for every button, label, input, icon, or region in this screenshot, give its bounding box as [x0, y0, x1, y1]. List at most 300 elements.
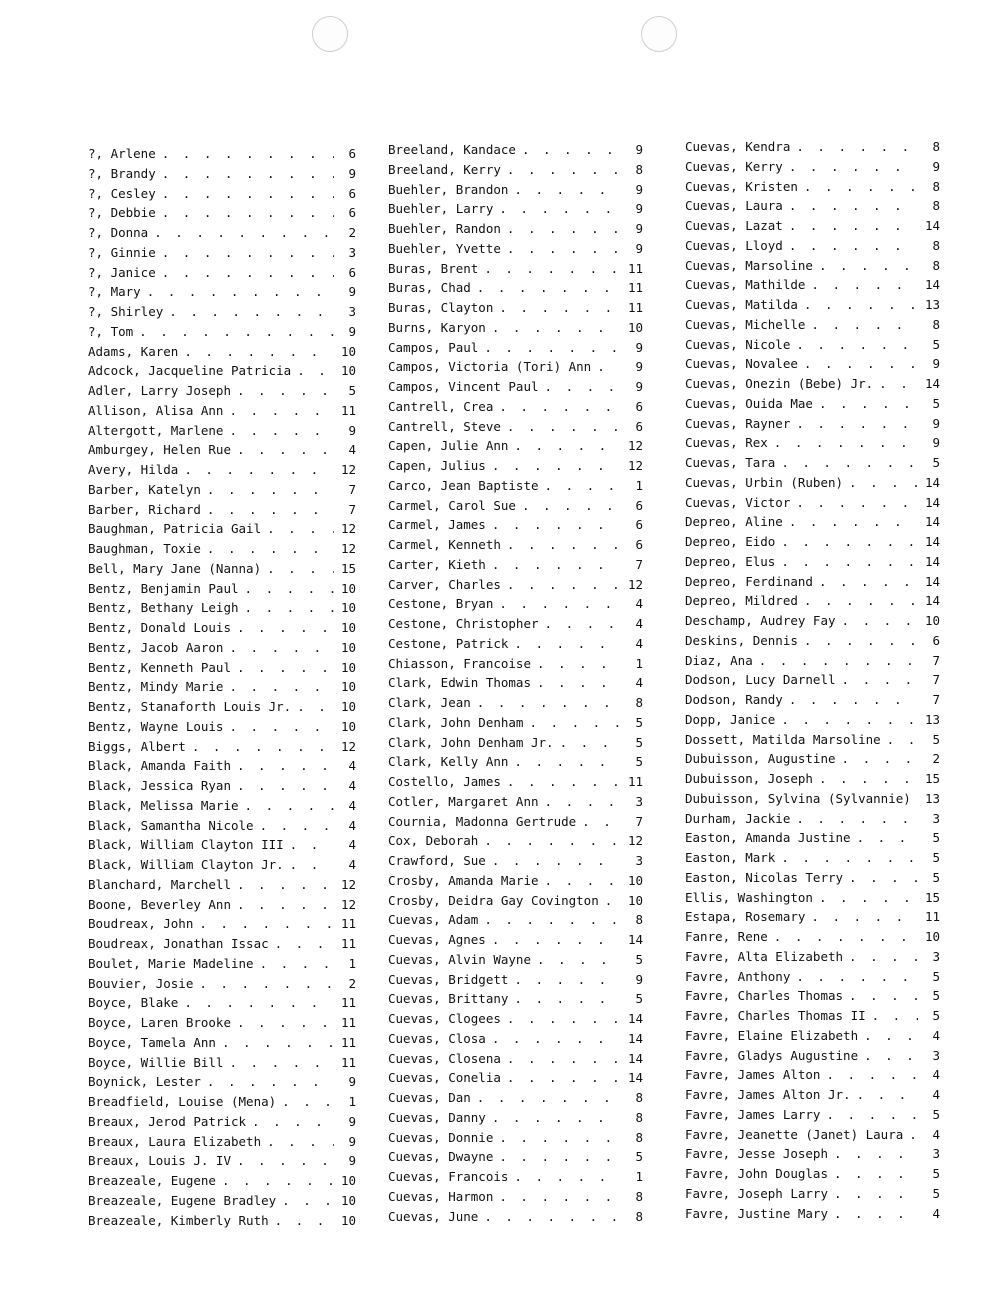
entry-page-number: 14	[924, 494, 940, 510]
index-entry	[88, 638, 356, 658]
entry-name: Depreo, Aline	[685, 514, 783, 530]
dot-leader	[887, 730, 918, 750]
dot-leader	[507, 160, 621, 180]
index-entry	[685, 947, 940, 967]
index-entry	[88, 855, 356, 875]
entry-name: Buehler, Yvette	[388, 240, 501, 256]
dot-leader	[499, 1147, 621, 1167]
entry-name: Cuevas, Urbin (Ruben)	[685, 474, 844, 490]
entry-name: Buehler, Brandon	[388, 181, 509, 197]
entry-page-number: 9	[635, 379, 643, 394]
index-entry	[685, 335, 940, 355]
entry-name: ?, Tom	[88, 323, 134, 339]
entry-page-number: 8	[932, 198, 940, 214]
entry-page-number: 2	[348, 975, 356, 991]
index-entry	[88, 993, 356, 1013]
index-entry	[388, 910, 643, 930]
entry-name: Carmel, Kenneth	[388, 537, 501, 552]
entry-page-number: 5	[932, 1185, 940, 1201]
dot-leader	[507, 219, 621, 239]
entry-name: Cournia, Madonna Gertrude	[388, 813, 577, 829]
dot-leader	[492, 456, 621, 476]
dot-leader	[774, 433, 918, 453]
index-entry	[388, 140, 643, 160]
index-entry	[88, 717, 356, 737]
entry-name: Campos, Vincent Paul	[388, 379, 539, 394]
entry-name: Favre, Charles Thomas	[685, 988, 844, 1004]
entry-page-number: 5	[635, 734, 643, 750]
entry-name: Campos, Victoria (Tori) Ann	[388, 359, 592, 375]
entry-page-number: 3	[932, 1047, 940, 1063]
index-entry	[388, 772, 643, 792]
index-entry	[388, 989, 643, 1009]
dot-leader	[545, 614, 621, 634]
index-entry	[388, 160, 643, 180]
dot-leader	[507, 417, 621, 437]
entry-name: Cuevas, Ouida Mae	[685, 395, 813, 411]
index-entry	[685, 433, 940, 453]
dot-leader	[237, 1013, 334, 1033]
index-entry	[88, 1033, 356, 1053]
index-entry	[388, 752, 643, 772]
dot-leader	[781, 453, 918, 473]
dot-leader	[199, 974, 334, 994]
entry-name: Clark, John Denham Jr.	[388, 734, 554, 750]
entry-page-number: 11	[627, 260, 643, 276]
dot-leader	[909, 1125, 918, 1145]
dot-leader	[819, 394, 918, 414]
dot-leader	[811, 275, 918, 295]
entry-name: ?, Cesley	[88, 185, 156, 201]
entry-name: Cuevas, Donnie	[388, 1129, 494, 1145]
dot-leader	[864, 1046, 918, 1066]
dot-leader	[507, 239, 621, 259]
entry-name: Cuevas, Dwayne	[388, 1149, 494, 1165]
entry-page-number: 12	[627, 458, 643, 473]
entry-page-number: 8	[635, 1208, 643, 1224]
index-entry	[88, 322, 356, 342]
entry-page-number: 14	[924, 573, 940, 589]
index-entry	[685, 651, 940, 671]
entry-name: Favre, James Larry	[685, 1106, 821, 1122]
entry-page-number: 8	[635, 1090, 643, 1105]
dot-leader	[605, 891, 621, 911]
entry-page-number: 5	[932, 395, 940, 411]
entry-name: Depreo, Ferdinand	[685, 573, 813, 589]
entry-page-number: 1	[348, 955, 356, 971]
dot-leader	[229, 717, 334, 737]
index-entry	[88, 361, 356, 381]
index-entry	[88, 1211, 356, 1231]
index-entry	[388, 456, 643, 476]
dot-leader	[917, 789, 918, 809]
entry-page-number: 11	[340, 1034, 356, 1050]
entry-page-number: 5	[932, 336, 940, 352]
index-entry	[88, 223, 356, 243]
entry-name: Bentz, Kenneth Paul	[88, 659, 231, 675]
index-entry	[685, 789, 940, 809]
entry-page-number: 4	[348, 837, 356, 853]
entry-page-number: 8	[932, 237, 940, 253]
entry-name: Carmel, James	[388, 517, 486, 533]
entry-page-number: 7	[635, 556, 643, 572]
entry-page-number: 10	[627, 872, 643, 888]
entry-page-number: 3	[635, 793, 643, 809]
index-entry	[388, 614, 643, 634]
entry-page-number: 8	[932, 316, 940, 332]
index-entry	[685, 809, 940, 829]
entry-page-number: 6	[932, 632, 940, 648]
entry-page-number: 5	[932, 988, 940, 1004]
entry-page-number: 11	[340, 402, 356, 418]
entry-name: Cuevas, Alvin Wayne	[388, 951, 531, 967]
entry-page-number: 14	[924, 593, 940, 609]
entry-page-number: 9	[635, 221, 643, 236]
punch-hole-left	[312, 16, 348, 52]
entry-name: Favre, Anthony	[685, 968, 791, 984]
index-entry	[388, 555, 643, 575]
index-entry	[388, 259, 643, 279]
dot-leader	[507, 575, 621, 595]
entry-page-number: 14	[924, 474, 940, 490]
index-entry	[88, 381, 356, 401]
dot-leader	[237, 1151, 334, 1171]
entry-page-number: 4	[932, 1126, 940, 1142]
entry-name: Bell, Mary Jane (Nanna)	[88, 560, 262, 576]
entry-name: Fanre, Rene	[685, 929, 768, 944]
entry-page-number: 6	[635, 398, 643, 414]
dot-leader	[237, 875, 334, 895]
index-entry	[685, 216, 940, 236]
index-entry	[88, 697, 356, 717]
index-entry	[685, 868, 940, 888]
dot-leader	[222, 1033, 334, 1053]
entry-name: Carver, Charles	[388, 576, 501, 592]
dot-leader	[162, 164, 334, 184]
entry-page-number: 14	[627, 1011, 643, 1026]
index-entry	[685, 236, 940, 256]
entry-name: Cotler, Margaret Ann	[388, 793, 539, 809]
entry-name: Black, William Clayton Jr.	[88, 857, 284, 872]
entry-page-number: 12	[340, 876, 356, 892]
dot-leader	[492, 555, 621, 575]
dot-leader	[499, 1128, 621, 1148]
dot-leader	[477, 1088, 621, 1108]
index-entry	[388, 693, 643, 713]
dot-leader	[834, 1184, 918, 1204]
index-entry	[685, 532, 940, 552]
entry-name: Burns, Karyon	[388, 319, 486, 335]
entry-page-number: 9	[635, 240, 643, 256]
dot-leader	[597, 357, 621, 377]
entry-page-number: 7	[635, 813, 643, 829]
index-entry	[88, 480, 356, 500]
entry-page-number: 14	[924, 277, 940, 293]
dot-leader	[229, 401, 334, 421]
index-entry	[388, 1187, 643, 1207]
index-entry	[388, 436, 643, 456]
entry-page-number: 4	[348, 758, 356, 774]
entry-name: Crawford, Sue	[388, 853, 486, 868]
dot-leader	[207, 1072, 334, 1092]
entry-name: Cuevas, Victor	[685, 494, 791, 510]
entry-page-number: 3	[348, 244, 356, 260]
entry-name: Biggs, Albert	[88, 738, 186, 754]
dot-leader	[507, 1068, 621, 1088]
index-entry	[88, 954, 356, 974]
index-entry	[685, 1065, 940, 1085]
index-entry	[388, 851, 643, 871]
entry-name: ?, Janice	[88, 264, 156, 280]
entry-name: Boyce, Blake	[88, 995, 179, 1011]
index-entry	[88, 421, 356, 441]
dot-leader	[774, 927, 918, 947]
dot-leader	[826, 1065, 918, 1085]
entry-page-number: 5	[635, 951, 643, 967]
entry-name: Cuevas, Lazat	[685, 218, 783, 233]
index-entry	[685, 552, 940, 572]
dot-leader	[789, 512, 918, 532]
dot-leader	[804, 177, 918, 197]
dot-leader	[507, 1009, 621, 1029]
dot-leader	[162, 263, 334, 283]
index-entry	[88, 579, 356, 599]
entry-name: Allison, Alisa Ann	[88, 402, 224, 418]
index-entry	[685, 177, 940, 197]
index-entry	[685, 710, 940, 730]
entry-page-number: 10	[340, 699, 356, 714]
entry-name: Breaux, Jerod Patrick	[88, 1113, 247, 1129]
dot-leader	[484, 1207, 621, 1227]
entry-page-number: 10	[340, 1173, 356, 1188]
index-entry	[685, 374, 940, 394]
index-entry	[88, 618, 356, 638]
dot-leader	[275, 934, 334, 954]
entry-name: Cuevas, Rex	[685, 435, 768, 451]
index-entry	[388, 318, 643, 338]
index-entry	[685, 512, 940, 532]
index-entry	[685, 493, 940, 513]
entry-name: Depreo, Eido	[685, 534, 776, 549]
index-entry	[88, 1151, 356, 1171]
dot-leader	[199, 914, 334, 934]
index-entry	[88, 895, 356, 915]
dot-leader	[796, 414, 918, 434]
entry-name: Cuevas, June	[388, 1208, 479, 1224]
entry-page-number: 9	[635, 142, 643, 157]
index-entry	[685, 907, 940, 927]
entry-page-number: 5	[635, 991, 643, 1007]
entry-page-number: 9	[348, 323, 356, 339]
dot-leader	[229, 1053, 334, 1073]
entry-name: Buehler, Larry	[388, 201, 494, 217]
dot-leader	[162, 203, 334, 223]
entry-name: Boyce, Tamela Ann	[88, 1034, 216, 1050]
dot-leader	[811, 907, 918, 927]
dot-leader	[789, 236, 918, 256]
dot-leader	[492, 515, 621, 535]
dot-leader	[872, 1006, 918, 1026]
index-entry	[88, 835, 356, 855]
dot-leader	[477, 278, 621, 298]
entry-name: Breadfield, Louise (Mena)	[88, 1094, 277, 1109]
entry-name: Bentz, Wayne Louis	[88, 718, 224, 734]
entry-page-number: 4	[635, 675, 643, 691]
index-entry	[388, 1108, 643, 1128]
entry-page-number: 15	[340, 560, 356, 576]
entry-page-number: 5	[932, 1008, 940, 1023]
index-entry	[88, 914, 356, 934]
entry-page-number: 13	[924, 790, 940, 806]
index-entry	[685, 690, 940, 710]
entry-name: Dubuisson, Joseph	[685, 771, 813, 786]
dot-leader	[789, 216, 918, 236]
dot-leader	[796, 137, 918, 157]
index-entry	[88, 1013, 356, 1033]
dot-leader	[499, 1187, 621, 1207]
entry-name: Cox, Deborah	[388, 833, 479, 849]
index-entry	[88, 263, 356, 283]
entry-page-number: 1	[635, 655, 643, 671]
dot-leader	[484, 338, 621, 358]
index-entry	[685, 591, 940, 611]
entry-name: Cuevas, Conelia	[388, 1070, 501, 1086]
index-entry	[88, 1112, 356, 1132]
entry-name: Carter, Kieth	[388, 556, 486, 572]
index-entry	[388, 535, 643, 555]
dot-leader	[514, 752, 621, 772]
entry-name: Deschamp, Audrey Fay	[685, 613, 836, 628]
entry-page-number: 6	[348, 185, 356, 201]
entry-page-number: 10	[340, 580, 356, 596]
dot-leader	[522, 496, 621, 516]
dot-leader	[545, 871, 621, 891]
entry-name: Boyce, Willie Bill	[88, 1054, 224, 1070]
entry-name: ?, Brandy	[88, 165, 156, 181]
index-entry	[388, 397, 643, 417]
index-entry	[88, 539, 356, 559]
index-entry	[388, 219, 643, 239]
dot-leader	[819, 572, 918, 592]
entry-page-number: 9	[932, 158, 940, 174]
index-entry	[685, 1164, 940, 1184]
entry-page-number: 11	[924, 909, 940, 925]
entry-page-number: 1	[635, 1169, 643, 1184]
index-entry	[685, 275, 940, 295]
dot-leader	[139, 322, 334, 342]
dot-leader	[499, 594, 621, 614]
entry-page-number: 8	[932, 178, 940, 194]
index-entry	[88, 1092, 356, 1112]
entry-page-number: 10	[340, 639, 356, 655]
entry-name: Favre, Elaine Elizabeth	[685, 1027, 859, 1043]
index-entry	[388, 476, 643, 496]
dot-leader	[237, 381, 334, 401]
entry-name: Estapa, Rosemary	[685, 909, 806, 925]
index-entry	[685, 888, 940, 908]
index-entry	[88, 796, 356, 816]
dot-leader	[759, 651, 918, 671]
index-entry	[388, 812, 643, 832]
dot-leader	[804, 295, 918, 315]
entry-page-number: 4	[348, 797, 356, 813]
entry-name: Cuevas, Clogees	[388, 1011, 501, 1026]
index-entry	[685, 315, 940, 335]
entry-page-number: 6	[635, 418, 643, 434]
dot-leader	[245, 579, 334, 599]
index-entry	[685, 848, 940, 868]
dot-leader	[192, 737, 334, 757]
dot-leader	[514, 634, 621, 654]
entry-page-number: 6	[635, 537, 643, 552]
index-entry	[685, 986, 940, 1006]
entry-name: Cuevas, Novalee	[685, 356, 798, 372]
index-entry	[388, 831, 643, 851]
entry-page-number: 12	[340, 462, 356, 477]
dot-leader	[237, 895, 334, 915]
index-entry	[685, 749, 940, 769]
entry-name: Blanchard, Marchell	[88, 876, 231, 892]
dot-leader	[207, 500, 334, 520]
entry-page-number: 3	[932, 948, 940, 964]
entry-page-number: 6	[635, 497, 643, 513]
index-entry	[88, 440, 356, 460]
entry-name: Cuevas, Brittany	[388, 991, 509, 1007]
entry-page-number: 9	[348, 1074, 356, 1090]
entry-page-number: 10	[924, 929, 940, 944]
entry-name: Cuevas, Onezin (Bebe) Jr.	[685, 376, 874, 391]
index-entry	[88, 243, 356, 263]
entry-name: Carmel, Carol Sue	[388, 497, 516, 513]
entry-name: Bentz, Mindy Marie	[88, 679, 224, 695]
entry-page-number: 8	[635, 1129, 643, 1145]
entry-name: Capen, Julie Ann	[388, 438, 509, 454]
entry-name: Dodson, Lucy Darnell	[685, 672, 836, 688]
index-entry	[388, 1009, 643, 1029]
index-entry	[388, 634, 643, 654]
index-entry	[388, 338, 643, 358]
entry-name: Buras, Brent	[388, 260, 479, 276]
index-entry	[88, 184, 356, 204]
index-entry	[685, 295, 940, 315]
entry-name: Dopp, Janice	[685, 711, 776, 727]
entry-page-number: 4	[932, 1067, 940, 1083]
entry-name: Avery, Hilda	[88, 462, 179, 477]
index-entry	[88, 1171, 356, 1191]
entry-name: Cuevas, Francois	[388, 1169, 509, 1184]
dot-leader	[842, 749, 918, 769]
index-entry	[685, 137, 940, 157]
dot-leader	[184, 993, 334, 1013]
index-entry	[685, 1184, 940, 1204]
dot-leader	[267, 519, 334, 539]
entry-page-number: 14	[627, 932, 643, 947]
entry-name: Cuevas, Kerry	[685, 158, 783, 174]
dot-leader	[796, 335, 918, 355]
dot-leader	[804, 591, 918, 611]
entry-page-number: 10	[340, 620, 356, 635]
entry-name: Cuevas, Mathilde	[685, 277, 806, 293]
index-entry	[388, 1147, 643, 1167]
entry-page-number: 14	[924, 376, 940, 391]
entry-name: Bentz, Donald Louis	[88, 620, 231, 635]
entry-page-number: 15	[924, 771, 940, 786]
dot-leader	[781, 532, 918, 552]
entry-name: Cuevas, Kristen	[685, 178, 798, 194]
entry-page-number: 10	[340, 343, 356, 359]
dot-leader	[879, 374, 918, 394]
entry-page-number: 8	[635, 161, 643, 177]
